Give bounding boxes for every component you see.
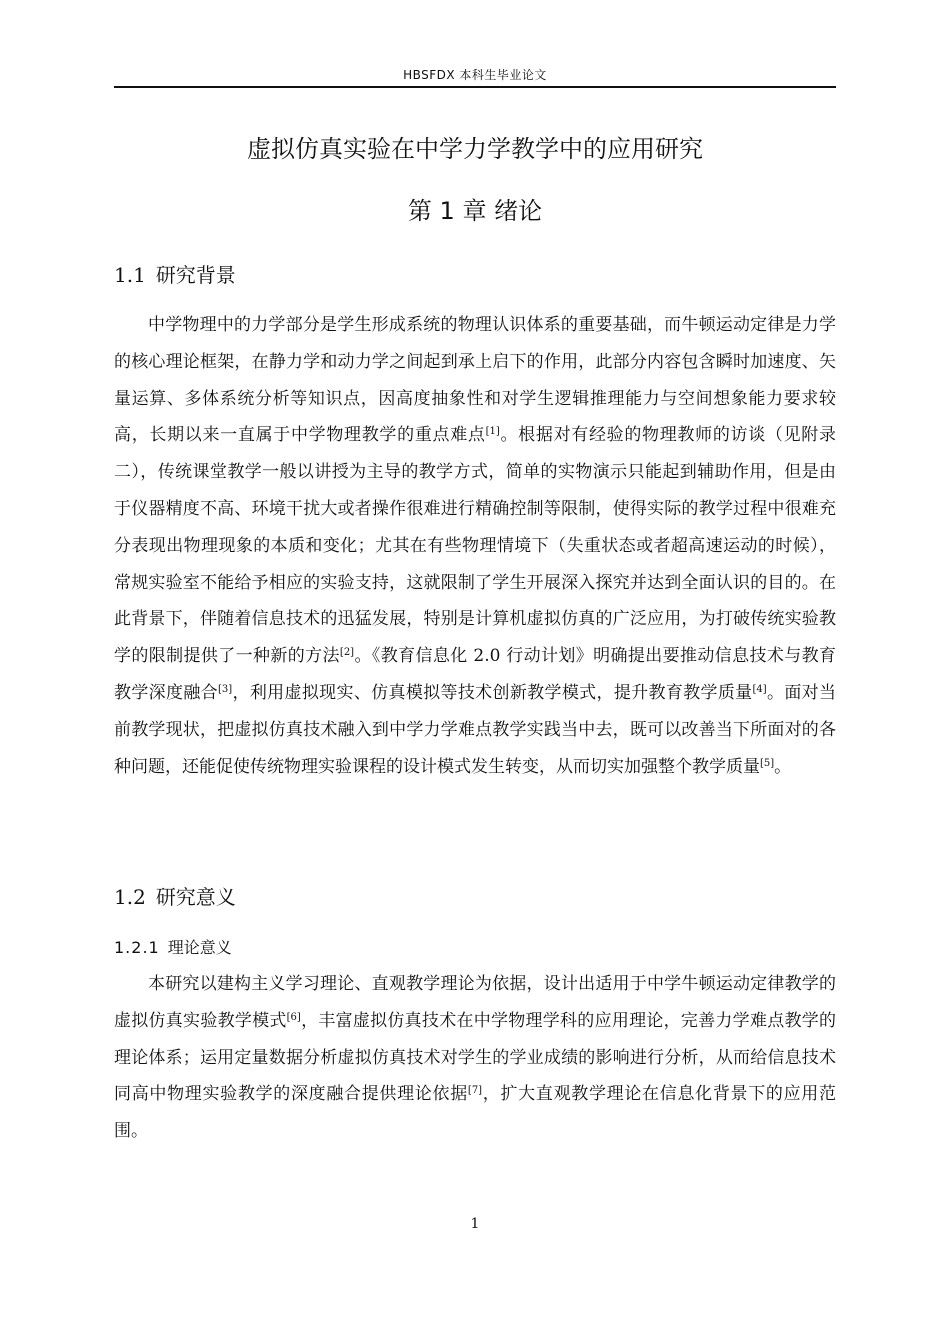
citation-ref: [6] (286, 1011, 301, 1023)
body-paragraph: 本研究以建构主义学习理论、直观教学理论为依据，设计出适用于中学牛顿运动定律教学的虚拟仿真实验教学模式[6]，丰富虚拟仿真技术在中学物理学科的应用理论，完善力学难点教学的理论体系；运用定量数据分析虚拟仿真技术对学生的学业成绩的影响进行分析，从而给信息技术同高中物理实验教学的深度融合提供理论依据[7]，扩大直观教学理论在信息化背景下的应用范围。 (114, 974, 837, 1142)
citation-ref: [5] (760, 757, 775, 769)
section-title: 研究背景 (155, 263, 236, 287)
citation-ref: [2] (339, 647, 355, 659)
section-title: 研究意义 (155, 885, 236, 909)
running-header: HBSFDX 本科生毕业论文 (403, 68, 547, 82)
citation-ref: [7] (467, 1085, 483, 1097)
chapter-title: 第 1 章 绪论 (407, 197, 543, 225)
citation-ref: [4] (752, 683, 767, 695)
page-number: 1 (470, 1216, 480, 1232)
section-number: 1.1 (114, 263, 146, 287)
section-heading-1-2 (114, 883, 236, 911)
subsection-heading-1-2-1 (114, 936, 232, 960)
subsection-number: 1.2.1 (114, 938, 160, 957)
section-number: 1.2 (114, 885, 146, 909)
citation-ref: [3] (218, 683, 233, 695)
section-heading-1-1 (114, 261, 236, 289)
header-rule (114, 86, 836, 88)
citation-ref: [1] (485, 426, 500, 438)
body-paragraph: 中学物理中的力学部分是学生形成系统的物理认识体系的重要基础，而牛顿运动定律是力学的核心理论框架，在静力学和动力学之间起到承上启下的作用，此部分内容包含瞬时加速度、矢量运算、多体系统分析等知识点，因高度抽象性和对学生逻辑推理能力与空间想象能力要求较高，长期以来一直属于中学物理教学的重点难点[1]。根据对有经验的物理教师的访谈（见附录二），传统课堂教学一般以讲授为主导的教学方式，简单的实物演示只能起到辅助作用，但是由于仪器精度不高、环境干扰大或者操作很难进行精确控制等限制，使得实际的教学过程中很难充分表现出物理现象的本质和变化；尤其在有些物理情境下（失重状态或者超高速运动的时候），常规实验室不能给予相应的实验支持，这就限制了学生开展深入探究并达到全面认识的目的。在此背景下，伴随着信息技术的迅猛发展，特别是计算机虚拟仿真的广泛应用，为打破传统实验教学的限制提供了一种新的方法[2]。《教育信息化 2.0 行动计划》明确提出要推动信息技术与教育教学深度融合[3]，利用虚拟现实、仿真模拟等技术创新教学模式，提升教育教学质量[4]。面对当前教学现状，把虚拟仿真技术融入到中学力学难点教学实践当中去，既可以改善当下所面对的各种问题，还能促使传统物理实验课程的设计模式发生转变，从而切实加强整个教学质量[5]。 (114, 315, 837, 777)
subsection-title: 理论意义 (167, 938, 232, 957)
paper-title: 虚拟仿真实验在中学力学教学中的应用研究 (247, 135, 703, 163)
